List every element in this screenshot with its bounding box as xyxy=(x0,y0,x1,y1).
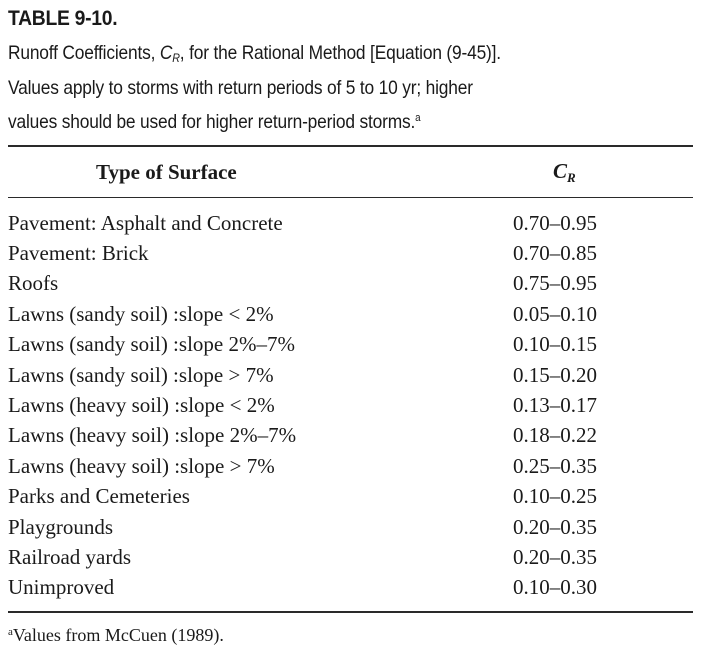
surface-type-cell: Railroad yards xyxy=(8,544,132,569)
footnote-text: Values from McCuen (1989). xyxy=(12,625,224,646)
table-footnote xyxy=(8,625,698,646)
header-rule-row xyxy=(8,198,693,209)
surface-type-cell: Lawns (sandy soil) :slope < 2% xyxy=(8,301,274,326)
table-row xyxy=(8,482,693,512)
caption-line-3: values should be used for higher return-period storms.$^a$ xyxy=(8,111,421,133)
table-row xyxy=(8,299,693,329)
table-body xyxy=(8,198,693,604)
table-row xyxy=(8,330,693,360)
runoff-coefficient-cell: 0.05–0.10 xyxy=(513,301,597,326)
caption-lead: Runoff Coefficients, xyxy=(8,42,156,64)
surface-type-cell: Lawns (heavy soil) :slope < 2% xyxy=(8,393,275,418)
table-row xyxy=(8,269,693,299)
surface-type-cell: Parks and Cemeteries xyxy=(8,484,190,509)
runoff-coefficient-cell: 0.75–0.95 xyxy=(513,271,597,296)
surface-type-cell: Pavement: Asphalt and Concrete xyxy=(8,210,283,235)
table-bottom-rule xyxy=(8,611,693,613)
runoff-coefficient-cell: 0.13–0.17 xyxy=(513,393,597,418)
table-row xyxy=(8,421,693,451)
table-caption xyxy=(8,38,667,137)
runoff-coefficient-cell: 0.70–0.95 xyxy=(513,210,597,235)
table-row xyxy=(8,238,693,268)
table-number: TABLE 9-10. xyxy=(8,7,118,30)
caption-line-1-rest: , for the Rational Method [Equation (9-45)]. xyxy=(179,42,501,64)
runoff-coefficient-cell: 0.10–0.25 xyxy=(513,484,597,509)
surface-type-cell: Lawns (sandy soil) :slope > 7% xyxy=(8,362,274,387)
header-coefficient: $C_R$ xyxy=(553,158,576,185)
surface-type-cell: Lawns (heavy soil) :slope 2%–7% xyxy=(8,423,297,448)
runoff-coefficient-cell: 0.20–0.35 xyxy=(513,514,597,539)
runoff-coefficient-cell: 0.15–0.20 xyxy=(513,362,597,387)
caption-line-2: Values apply to storms with return periods of 5 to 10 yr; higher xyxy=(8,77,473,99)
caption-footnote-mark: a xyxy=(415,112,421,124)
surface-type-cell: Roofs xyxy=(8,271,59,296)
table-row xyxy=(8,512,693,542)
runoff-coefficient-cell: 0.10–0.15 xyxy=(513,332,597,357)
table-row xyxy=(8,542,693,572)
runoff-coefficient-cell: 0.20–0.35 xyxy=(513,544,597,569)
header-rule xyxy=(8,198,693,209)
table-row xyxy=(8,573,693,603)
caption-symbol: $C_R$ xyxy=(159,42,180,65)
runoff-coefficient-cell: 0.70–0.85 xyxy=(513,241,597,266)
table-row xyxy=(8,208,693,238)
runoff-coefficient-cell: 0.25–0.35 xyxy=(513,453,597,478)
surface-type-cell: Pavement: Brick xyxy=(8,241,149,266)
footnote-mark: a xyxy=(8,626,13,639)
table-figure xyxy=(8,6,698,646)
surface-type-cell: Lawns (heavy soil) :slope > 7% xyxy=(8,453,275,478)
table-row xyxy=(8,451,693,481)
table-row xyxy=(8,360,693,390)
runoff-coefficient-cell: 0.18–0.22 xyxy=(513,423,597,448)
runoff-coefficient-cell: 0.10–0.30 xyxy=(513,575,597,600)
surface-type-cell: Lawns (sandy soil) :slope 2%–7% xyxy=(8,332,295,357)
caption-line-1 xyxy=(8,38,667,73)
surface-type-cell: Unimproved xyxy=(8,575,115,600)
table-row xyxy=(8,390,693,420)
table-header-row xyxy=(8,147,693,198)
header-type-of-surface: Type of Surface xyxy=(96,159,237,184)
surface-type-cell: Playgrounds xyxy=(8,514,113,539)
runoff-coefficients-table xyxy=(8,147,693,603)
